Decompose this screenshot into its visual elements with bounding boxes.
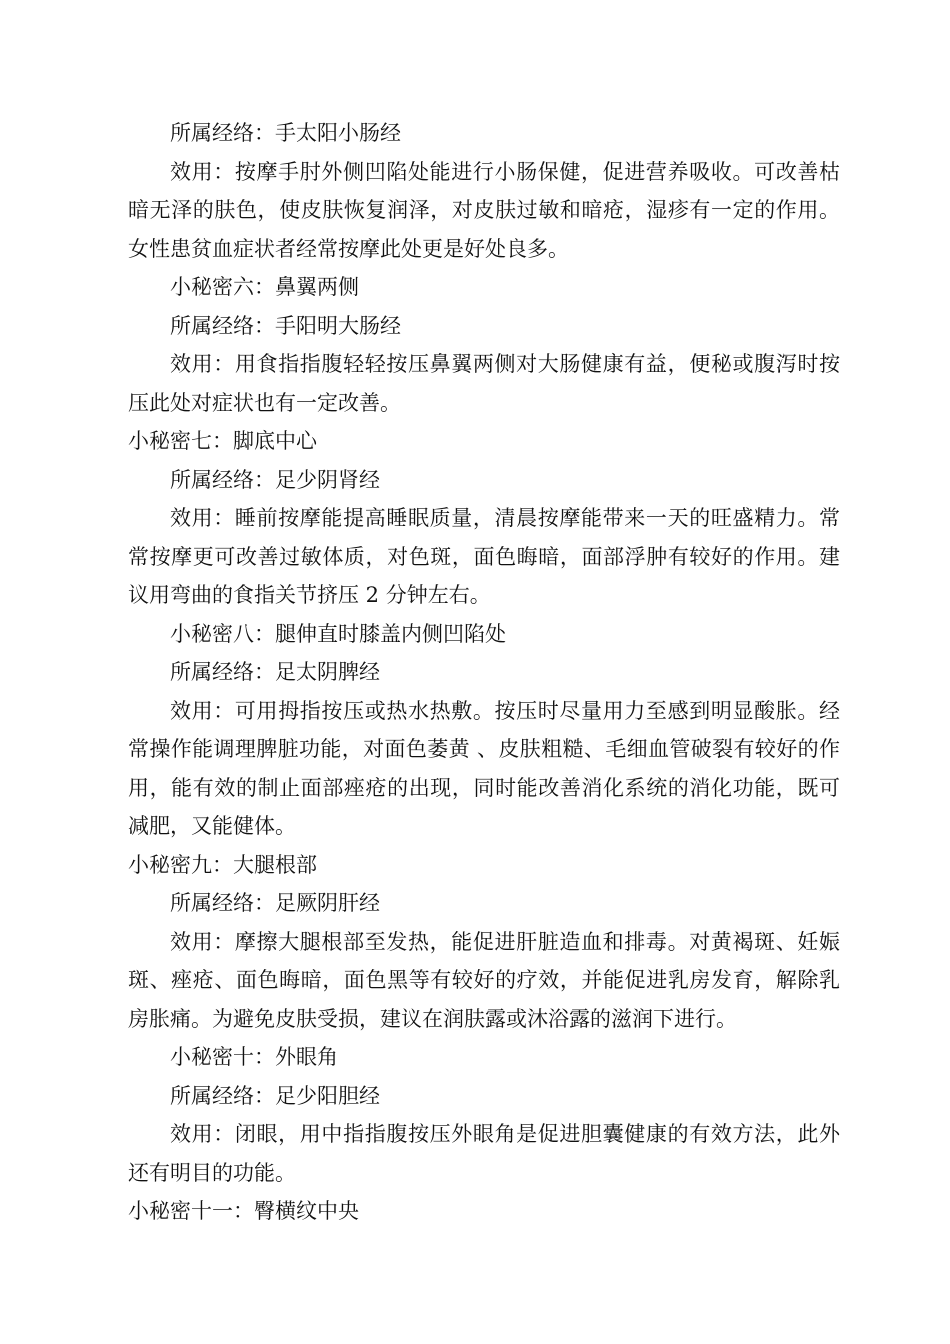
heading-secret-nine: 小秘密九：大腿根部 — [128, 852, 317, 877]
paragraph-effect-knee: 效用：可用拇指按压或热水热敷。按压时尽量用力至感到明显酸胀。经常操作能调理脾脏功能，对面色萎黄 、皮肤粗糙、毛细血管破裂有较好的作用，能有效的制止面部痤疮的出现，同时能改善消化系统的消化功能，既可减肥，又能健体。 — [128, 698, 840, 838]
document-body — [128, 114, 840, 1231]
paragraph-meridian-large-intestine: 所属经络：手阳明大肠经 — [170, 313, 401, 338]
paragraph-effect-sole: 效用：睡前按摩能提高睡眠质量，清晨按摩能带来一天的旺盛精力。常常按摩更可改善过敏体质，对色斑，面色晦暗，面部浮肿有较好的作用。建议用弯曲的食指关节挤压 2 分钟左右。 — [128, 506, 840, 607]
paragraph-meridian-gallbladder: 所属经络：足少阳胆经 — [170, 1083, 380, 1108]
heading-secret-seven: 小秘密七：脚底中心 — [128, 429, 317, 453]
paragraph-meridian-liver: 所属经络：足厥阴肝经 — [170, 891, 380, 915]
paragraph-effect-eye-corner: 效用：闭眼，用中指指腹按压外眼角是促进胆囊健康的有效方法，此外还有明目的功能。 — [128, 1122, 840, 1185]
heading-secret-eleven: 小秘密十一：臀横纹中央 — [128, 1199, 359, 1223]
paragraph-meridian-spleen: 所属经络：足太阴脾经 — [170, 660, 380, 684]
paragraph-effect-thigh: 效用：摩擦大腿根部至发热，能促进肝脏造血和排毒。对黄褐斑、妊娠斑、痤疮、面色晦暗，面色黑等有较好的疗效，并能促进乳房发育，解除乳房胀痛。为避免皮肤受损，建议在润肤露或沐浴露的滋润下进行。 — [128, 929, 840, 1031]
paragraph-effect-nose: 效用：用食指指腹轻轻按压鼻翼两侧对大肠健康有益，便秘或腹泻时按压此处对症状也有一定改善。 — [128, 352, 840, 415]
heading-secret-ten: 小秘密十：外眼角 — [170, 1045, 338, 1069]
heading-secret-eight: 小秘密八：腿伸直时膝盖内侧凹陷处 — [170, 621, 506, 646]
paragraph-effect-elbow: 效用：按摩手肘外侧凹陷处能进行小肠保健，促进营养吸收。可改善枯暗无泽的肤色，使皮肤恢复润泽，对皮肤过敏和暗疮，湿疹有一定的作用。女性患贫血症状者经常按摩此处更是好处良多。 — [128, 159, 840, 261]
paragraph-meridian-small-intestine: 所属经络：手太阳小肠经 — [170, 121, 401, 145]
paragraph-meridian-kidney: 所属经络：足少阴肾经 — [170, 467, 380, 492]
heading-secret-six: 小秘密六：鼻翼两侧 — [170, 275, 359, 299]
